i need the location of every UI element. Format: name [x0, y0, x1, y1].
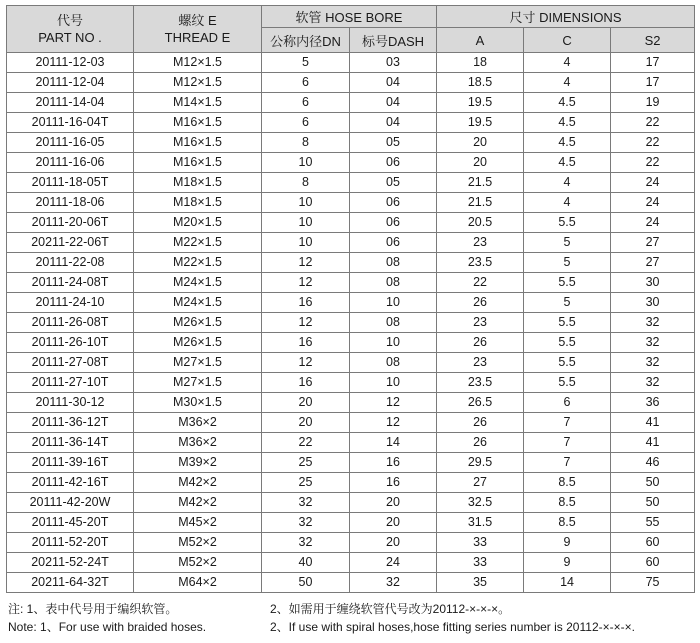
cell-s2: 60 — [611, 553, 695, 573]
cell-a: 23.5 — [437, 373, 524, 393]
cell-c: 4 — [524, 73, 611, 93]
cell-a: 23 — [437, 313, 524, 333]
table-row — [7, 153, 695, 173]
cell-c: 8.5 — [524, 493, 611, 513]
dn-header: 公称内径DN — [262, 28, 350, 53]
table-row — [7, 513, 695, 533]
cell-s2: 24 — [611, 173, 695, 193]
cell-dash: 10 — [350, 293, 437, 313]
cell-dn: 6 — [262, 113, 350, 133]
table-row — [7, 133, 695, 153]
cell-c: 4 — [524, 193, 611, 213]
cell-a: 18.5 — [437, 73, 524, 93]
cell-part: 20211-64-32T — [7, 573, 134, 593]
cell-part: 20111-18-05T — [7, 173, 134, 193]
cell-a: 35 — [437, 573, 524, 593]
cell-part: 20111-26-10T — [7, 333, 134, 353]
cell-c: 4.5 — [524, 133, 611, 153]
cell-thread: M36×2 — [134, 433, 262, 453]
cell-thread: M27×1.5 — [134, 353, 262, 373]
cell-dash: 16 — [350, 453, 437, 473]
cell-dash: 14 — [350, 433, 437, 453]
cell-c: 4 — [524, 53, 611, 73]
note-en-2: 2、If use with spiral hoses,hose fitting series number is 20112-×-×-×. — [270, 620, 635, 634]
cell-dash: 08 — [350, 253, 437, 273]
cell-dn: 32 — [262, 533, 350, 553]
cell-dash: 32 — [350, 573, 437, 593]
hose-bore-header: 软管 HOSE BORE — [262, 6, 437, 28]
cell-a: 29.5 — [437, 453, 524, 473]
cell-s2: 75 — [611, 573, 695, 593]
cell-dn: 6 — [262, 93, 350, 113]
cell-thread: M45×2 — [134, 513, 262, 533]
cell-dash: 20 — [350, 533, 437, 553]
table-row — [7, 473, 695, 493]
cell-part: 20111-12-04 — [7, 73, 134, 93]
cell-part: 20111-22-08 — [7, 253, 134, 273]
cell-a: 20 — [437, 133, 524, 153]
cell-a: 26 — [437, 333, 524, 353]
table-row — [7, 533, 695, 553]
cell-s2: 24 — [611, 213, 695, 233]
cell-thread: M24×1.5 — [134, 273, 262, 293]
cell-thread: M12×1.5 — [134, 73, 262, 93]
cell-a: 32.5 — [437, 493, 524, 513]
cell-dash: 08 — [350, 313, 437, 333]
cell-dash: 12 — [350, 393, 437, 413]
cell-s2: 32 — [611, 333, 695, 353]
cell-dn: 12 — [262, 253, 350, 273]
cell-thread: M16×1.5 — [134, 153, 262, 173]
cell-thread: M24×1.5 — [134, 293, 262, 313]
table-row — [7, 233, 695, 253]
cell-a: 23 — [437, 353, 524, 373]
note-zh-1: 注: 1、表中代号用于编织软管。 — [8, 602, 178, 616]
cell-part: 20111-45-20T — [7, 513, 134, 533]
cell-c: 5.5 — [524, 313, 611, 333]
table-body — [7, 53, 695, 593]
cell-a: 23.5 — [437, 253, 524, 273]
cell-part: 20111-42-16T — [7, 473, 134, 493]
cell-s2: 41 — [611, 433, 695, 453]
cell-a: 26 — [437, 293, 524, 313]
cell-s2: 22 — [611, 153, 695, 173]
cell-dn: 10 — [262, 193, 350, 213]
cell-dn: 16 — [262, 333, 350, 353]
cell-dn: 50 — [262, 573, 350, 593]
cell-dash: 20 — [350, 513, 437, 533]
cell-s2: 32 — [611, 353, 695, 373]
cell-dn: 16 — [262, 373, 350, 393]
cell-dash: 10 — [350, 333, 437, 353]
cell-dash: 12 — [350, 413, 437, 433]
cell-part: 20211-52-24T — [7, 553, 134, 573]
cell-c: 9 — [524, 553, 611, 573]
cell-s2: 50 — [611, 493, 695, 513]
cell-dn: 12 — [262, 313, 350, 333]
cell-part: 20111-42-20W — [7, 493, 134, 513]
dash-header: 标号DASH — [350, 28, 437, 53]
cell-s2: 17 — [611, 73, 695, 93]
cell-a: 33 — [437, 553, 524, 573]
cell-part: 20211-22-06T — [7, 233, 134, 253]
cell-part: 20111-36-12T — [7, 413, 134, 433]
cell-part: 20111-26-08T — [7, 313, 134, 333]
cell-a: 20 — [437, 153, 524, 173]
cell-a: 23 — [437, 233, 524, 253]
cell-thread: M26×1.5 — [134, 333, 262, 353]
table-row — [7, 273, 695, 293]
cell-c: 5 — [524, 233, 611, 253]
cell-a: 33 — [437, 533, 524, 553]
cell-s2: 41 — [611, 413, 695, 433]
table-row — [7, 573, 695, 593]
cell-a: 18 — [437, 53, 524, 73]
cell-c: 5.5 — [524, 213, 611, 233]
cell-part: 20111-39-16T — [7, 453, 134, 473]
cell-dash: 05 — [350, 133, 437, 153]
cell-c: 8.5 — [524, 473, 611, 493]
cell-dn: 16 — [262, 293, 350, 313]
cell-thread: M14×1.5 — [134, 93, 262, 113]
cell-a: 22 — [437, 273, 524, 293]
cell-s2: 24 — [611, 193, 695, 213]
cell-c: 5.5 — [524, 373, 611, 393]
cell-dash: 04 — [350, 113, 437, 133]
cell-thread: M42×2 — [134, 493, 262, 513]
cell-dash: 20 — [350, 493, 437, 513]
note-row-en — [8, 618, 694, 636]
table-row — [7, 413, 695, 433]
cell-dn: 40 — [262, 553, 350, 573]
cell-c: 5 — [524, 293, 611, 313]
cell-dn: 10 — [262, 233, 350, 253]
table-row — [7, 333, 695, 353]
cell-part: 20111-24-10 — [7, 293, 134, 313]
cell-dash: 04 — [350, 93, 437, 113]
cell-dash: 06 — [350, 153, 437, 173]
cell-part: 20111-27-10T — [7, 373, 134, 393]
cell-c: 4.5 — [524, 93, 611, 113]
cell-thread: M18×1.5 — [134, 193, 262, 213]
cell-part: 20111-24-08T — [7, 273, 134, 293]
table-row — [7, 173, 695, 193]
cell-dn: 25 — [262, 473, 350, 493]
cell-c: 7 — [524, 413, 611, 433]
cell-thread: M36×2 — [134, 413, 262, 433]
cell-dash: 06 — [350, 193, 437, 213]
cell-dn: 20 — [262, 413, 350, 433]
cell-s2: 19 — [611, 93, 695, 113]
table-row — [7, 433, 695, 453]
cell-thread: M22×1.5 — [134, 253, 262, 273]
cell-dash: 08 — [350, 353, 437, 373]
cell-part: 20111-16-05 — [7, 133, 134, 153]
cell-a: 26 — [437, 433, 524, 453]
table-row — [7, 93, 695, 113]
cell-s2: 30 — [611, 273, 695, 293]
cell-thread: M16×1.5 — [134, 113, 262, 133]
cell-thread: M26×1.5 — [134, 313, 262, 333]
cell-c: 14 — [524, 573, 611, 593]
c-header: C — [524, 28, 611, 53]
table-row — [7, 113, 695, 133]
cell-dn: 32 — [262, 513, 350, 533]
cell-s2: 30 — [611, 293, 695, 313]
cell-dn: 10 — [262, 213, 350, 233]
cell-s2: 36 — [611, 393, 695, 413]
cell-s2: 27 — [611, 233, 695, 253]
cell-dash: 06 — [350, 233, 437, 253]
cell-a: 21.5 — [437, 173, 524, 193]
cell-part: 20111-12-03 — [7, 53, 134, 73]
notes — [8, 600, 694, 636]
cell-c: 6 — [524, 393, 611, 413]
table-row — [7, 393, 695, 413]
cell-thread: M52×2 — [134, 553, 262, 573]
cell-dash: 03 — [350, 53, 437, 73]
cell-c: 5 — [524, 253, 611, 273]
cell-s2: 55 — [611, 513, 695, 533]
cell-a: 20.5 — [437, 213, 524, 233]
cell-c: 4 — [524, 173, 611, 193]
cell-dash: 05 — [350, 173, 437, 193]
cell-thread: M30×1.5 — [134, 393, 262, 413]
cell-dash: 16 — [350, 473, 437, 493]
table-row — [7, 553, 695, 573]
cell-a: 27 — [437, 473, 524, 493]
table-row — [7, 373, 695, 393]
cell-a: 31.5 — [437, 513, 524, 533]
cell-dash: 24 — [350, 553, 437, 573]
cell-s2: 32 — [611, 313, 695, 333]
table-row — [7, 313, 695, 333]
note-en-1: Note: 1、For use with braided hoses. — [8, 620, 207, 634]
cell-a: 19.5 — [437, 93, 524, 113]
cell-dn: 8 — [262, 133, 350, 153]
cell-thread: M22×1.5 — [134, 233, 262, 253]
cell-thread: M18×1.5 — [134, 173, 262, 193]
cell-thread: M16×1.5 — [134, 133, 262, 153]
cell-c: 5.5 — [524, 333, 611, 353]
cell-dn: 25 — [262, 453, 350, 473]
cell-thread: M39×2 — [134, 453, 262, 473]
cell-dn: 32 — [262, 493, 350, 513]
cell-part: 20111-16-04T — [7, 113, 134, 133]
table-row — [7, 453, 695, 473]
cell-thread: M20×1.5 — [134, 213, 262, 233]
cell-part: 20111-36-14T — [7, 433, 134, 453]
table-row — [7, 493, 695, 513]
note-zh-2: 2、如需用于缠绕软管代号改为20112-×-×-×。 — [270, 602, 511, 616]
fitting-spec-table — [6, 5, 695, 593]
cell-thread: M64×2 — [134, 573, 262, 593]
table-row — [7, 73, 695, 93]
cell-part: 20111-20-06T — [7, 213, 134, 233]
cell-c: 9 — [524, 533, 611, 553]
cell-s2: 46 — [611, 453, 695, 473]
cell-s2: 60 — [611, 533, 695, 553]
cell-c: 8.5 — [524, 513, 611, 533]
part-no-header: 代号 PART NO . — [7, 6, 134, 53]
table-row — [7, 193, 695, 213]
note-row-zh — [8, 600, 694, 618]
cell-dash: 10 — [350, 373, 437, 393]
cell-c: 7 — [524, 453, 611, 473]
cell-dash: 04 — [350, 73, 437, 93]
cell-c: 4.5 — [524, 153, 611, 173]
cell-c: 5.5 — [524, 353, 611, 373]
cell-s2: 27 — [611, 253, 695, 273]
cell-part: 20111-52-20T — [7, 533, 134, 553]
table-row — [7, 53, 695, 73]
table-row — [7, 353, 695, 373]
a-header: A — [437, 28, 524, 53]
cell-c: 5.5 — [524, 273, 611, 293]
cell-thread: M12×1.5 — [134, 53, 262, 73]
cell-s2: 17 — [611, 53, 695, 73]
cell-dn: 6 — [262, 73, 350, 93]
cell-s2: 22 — [611, 113, 695, 133]
cell-s2: 50 — [611, 473, 695, 493]
cell-thread: M42×2 — [134, 473, 262, 493]
cell-part: 20111-27-08T — [7, 353, 134, 373]
table-row — [7, 253, 695, 273]
cell-c: 4.5 — [524, 113, 611, 133]
cell-c: 7 — [524, 433, 611, 453]
cell-dn: 22 — [262, 433, 350, 453]
cell-dn: 12 — [262, 353, 350, 373]
cell-part: 20111-18-06 — [7, 193, 134, 213]
dimensions-header: 尺寸 DIMENSIONS — [437, 6, 695, 28]
table-row — [7, 293, 695, 313]
cell-a: 19.5 — [437, 113, 524, 133]
cell-dash: 06 — [350, 213, 437, 233]
cell-dn: 12 — [262, 273, 350, 293]
cell-a: 21.5 — [437, 193, 524, 213]
cell-s2: 32 — [611, 373, 695, 393]
s2-header: S2 — [611, 28, 695, 53]
cell-s2: 22 — [611, 133, 695, 153]
cell-dn: 20 — [262, 393, 350, 413]
cell-a: 26.5 — [437, 393, 524, 413]
cell-part: 20111-16-06 — [7, 153, 134, 173]
cell-dn: 5 — [262, 53, 350, 73]
table-row — [7, 213, 695, 233]
cell-part: 20111-14-04 — [7, 93, 134, 113]
cell-thread: M27×1.5 — [134, 373, 262, 393]
cell-a: 26 — [437, 413, 524, 433]
cell-dash: 08 — [350, 273, 437, 293]
cell-dn: 10 — [262, 153, 350, 173]
cell-thread: M52×2 — [134, 533, 262, 553]
cell-dn: 8 — [262, 173, 350, 193]
spec-table-container — [6, 5, 694, 593]
thread-header: 螺纹 E THREAD E — [134, 6, 262, 53]
cell-part: 20111-30-12 — [7, 393, 134, 413]
